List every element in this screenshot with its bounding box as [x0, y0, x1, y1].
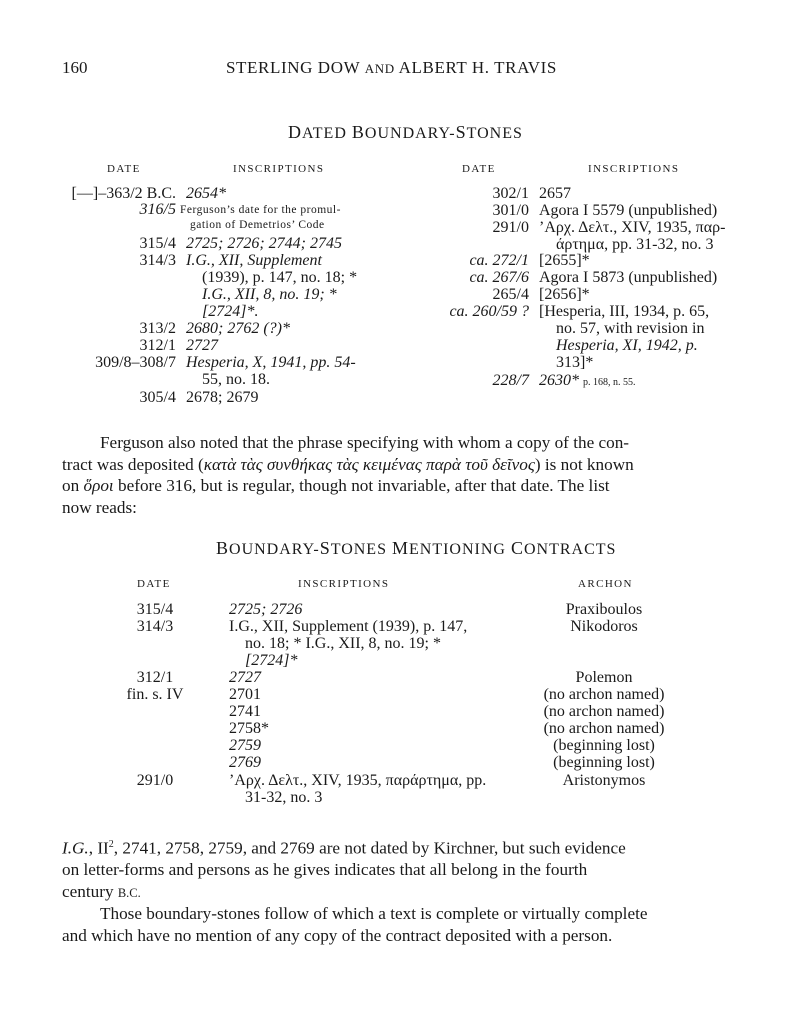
- t1-left-inscription: (1939), p. 147, no. 18; *: [202, 269, 358, 286]
- t2-archon: Praxiboulos: [565, 601, 643, 618]
- paragraph-1: [62, 432, 734, 518]
- t2-cap: M: [391, 538, 409, 558]
- t1-left-inscription: 2680; 2762 (?)*: [186, 320, 290, 337]
- table1-title: [288, 122, 523, 143]
- t2-inscription: 2701: [229, 686, 261, 703]
- t1-left-date: 305/4: [139, 389, 176, 406]
- t1-left-inscription: 55, no. 18.: [202, 371, 270, 388]
- text: I.G.: [62, 838, 89, 858]
- t2-archon: (no archon named): [543, 720, 665, 737]
- text: , II: [88, 838, 109, 858]
- t1-right-inscription: [2656]*: [539, 286, 590, 303]
- greek-phrase: κατὰ τὰς συνθήκας τὰς κειμένας παρὰ τοῦ δεῖνος: [203, 454, 535, 474]
- para-line: Ferguson also noted that the phrase specifying with whom a copy of the con-: [100, 433, 630, 452]
- running-head-author-1: STERLING DOW: [226, 58, 360, 77]
- para-line: [62, 454, 734, 476]
- t1-right-date: ca. 272/1: [469, 252, 529, 269]
- t2-archon: (no archon named): [543, 686, 665, 703]
- t2-cap: S: [319, 538, 331, 558]
- t2-cap: C: [510, 538, 524, 558]
- t2-inscription: 2727: [229, 669, 261, 686]
- t1-left-inscription: 2725; 2726; 2744; 2745: [186, 235, 342, 252]
- t2-inscription: I.G., XII, Supplement (1939), p. 147,: [229, 618, 468, 635]
- t2-inscription: no. 18; * I.G., XII, 8, no. 19; *: [245, 635, 441, 652]
- t2-archon: (beginning lost): [553, 754, 655, 771]
- t2-inscription: 2758*: [229, 720, 269, 737]
- t1-text: 2630*: [539, 372, 579, 389]
- t2-date: 314/3: [136, 618, 174, 635]
- paragraph-2: [62, 834, 734, 904]
- table2-col-date: DATE: [137, 578, 171, 590]
- t1-right-date: 228/7: [492, 372, 529, 389]
- table1-left-col-inscriptions: INSCRIPTIONS: [233, 163, 325, 175]
- t1-right-inscription: [Hesperia, III, 1934, p. 65,: [539, 303, 710, 320]
- table1-right-col-date: DATE: [462, 163, 496, 175]
- t1-right-inscription: ’Αρχ. Δελτ., XIV, 1935, παρ-: [539, 219, 726, 236]
- t2-date: 291/0: [136, 772, 174, 789]
- para-line: on letter-forms and persons as he gives indicates that all belong in the fourth: [62, 860, 588, 880]
- table2-col-inscriptions: INSCRIPTIONS: [298, 578, 390, 590]
- paragraph-3: [62, 903, 734, 946]
- para-line: [62, 881, 734, 905]
- table2-col-archon: ARCHON: [578, 578, 633, 590]
- t1-word-boundary: OUNDARY-: [364, 125, 456, 142]
- t1-left-date: 313/2: [139, 320, 176, 337]
- text: on: [62, 476, 84, 495]
- t1-word-stones: TONES: [466, 125, 523, 142]
- t2-inscription: 31-32, no. 3: [245, 789, 323, 806]
- t1-left-date: [—]–363/2 B.C.: [71, 185, 176, 202]
- t2-inscription: 2769: [229, 754, 261, 771]
- t1-left-inscription: 2678; 2679: [186, 389, 259, 406]
- table1-left-col-date: DATE: [107, 163, 141, 175]
- text: century: [62, 881, 118, 901]
- t1-right-inscription: 313]*: [556, 354, 594, 371]
- t1-left-inscription: I.G., XII, 8, no. 19; *: [202, 286, 337, 303]
- t2-word: ONTRACTS: [523, 541, 617, 558]
- t1-right-date: 301/0: [492, 202, 529, 219]
- t1-text: I.G., XII, Supplement: [186, 252, 322, 269]
- para-line: [62, 834, 734, 859]
- t1-left-date: 309/8–308/7: [95, 354, 176, 371]
- t1-right-inscription: άρτημα, pp. 31-32, no. 3: [556, 236, 714, 253]
- running-head: [226, 58, 557, 78]
- greek-word: ὅροι: [83, 476, 114, 495]
- text: before 316, but is regular, though not invariable, after that date. The list: [113, 476, 610, 495]
- para-line: now reads:: [62, 497, 137, 517]
- t1-cap-s: S: [455, 122, 467, 142]
- t1-cap-d: D: [288, 122, 302, 142]
- t2-inscription: 2759: [229, 737, 261, 754]
- page-number: 160: [62, 58, 88, 77]
- t1-footnote-ref: p. 168, n. 55.: [583, 377, 636, 388]
- t2-archon: Nikodoros: [570, 618, 638, 635]
- t2-inscription: 2725; 2726: [229, 601, 303, 618]
- superscript: 2: [108, 839, 114, 850]
- t2-archon: Aristonymos: [562, 772, 646, 789]
- smallcaps-bc: B.C.: [117, 885, 141, 900]
- text: tract was deposited (: [62, 454, 204, 474]
- t2-word: TONES: [330, 541, 392, 558]
- t1-right-date: ca. 267/6: [469, 269, 529, 286]
- running-head-and: AND: [364, 61, 395, 76]
- t2-inscription: 2741: [229, 703, 261, 720]
- t1-cap-b: B: [351, 122, 365, 142]
- table1-right-col-inscriptions: INSCRIPTIONS: [588, 163, 680, 175]
- t2-word: ENTIONING: [408, 541, 511, 558]
- t2-date: 315/4: [136, 601, 174, 618]
- running-head-author-2: ALBERT H. TRAVIS: [398, 58, 557, 77]
- t2-date: fin. s. IV: [126, 686, 184, 703]
- t1-left-inscription: [2724]*.: [202, 303, 259, 320]
- t1-right-date: 265/4: [492, 286, 529, 303]
- t1-right-date: 291/0: [492, 219, 529, 236]
- para-line: Those boundary-stones follow of which a text is complete or virtually complete: [100, 904, 648, 923]
- t1-left-inscription: 2654*: [186, 185, 226, 202]
- t1-right-inscription: Hesperia, XI, 1942, p.: [556, 337, 698, 354]
- t2-date: 312/1: [136, 669, 174, 686]
- para-line: [62, 475, 734, 497]
- t1-left-date: 316/5: [139, 201, 176, 218]
- t1-left-date: 314/3: [139, 252, 176, 269]
- t1-left-inscription: gation of Demetrios’ Code: [190, 219, 325, 231]
- t1-right-inscription: Agora I 5579 (unpublished): [539, 202, 718, 219]
- t1-left-date: 312/1: [139, 337, 176, 354]
- t1-right-inscription: 2657: [539, 185, 571, 202]
- t1-right-date: ca. 260/59 ?: [449, 303, 529, 320]
- t2-word: OUNDARY-: [229, 541, 320, 558]
- t2-inscription: ’Αρχ. Δελτ., XIV, 1935, παράρτημα, pp.: [229, 772, 487, 789]
- t2-archon: (beginning lost): [553, 737, 655, 754]
- t1-left-inscription: 2727: [186, 337, 218, 354]
- t1-right-inscription: no. 57, with revision in: [556, 320, 705, 337]
- t2-archon: (no archon named): [543, 703, 665, 720]
- t1-left-date: 315/4: [139, 235, 176, 252]
- table2-title: [216, 538, 616, 559]
- t1-word-dated: ATED: [302, 125, 352, 142]
- t2-inscription: [2724]*: [245, 652, 298, 669]
- t1-right-inscription: [539, 372, 636, 392]
- t1-left-inscription: Hesperia, X, 1941, pp. 54-: [186, 354, 356, 371]
- t1-left-inscription: Ferguson’s date for the promul-: [180, 204, 341, 216]
- text: , 2741, 2758, 2759, and 2769 are not dated by Kirchner, but such evidence: [113, 838, 626, 858]
- t1-left-inscription: [186, 252, 322, 270]
- t1-right-date: 302/1: [492, 185, 529, 202]
- t2-archon: Polemon: [575, 669, 633, 686]
- para-line: and which have no mention of any copy of the contract deposited with a person.: [62, 925, 613, 945]
- t1-right-inscription: [2655]*: [539, 252, 590, 269]
- t2-cap: B: [216, 538, 230, 558]
- t1-right-inscription: Agora I 5873 (unpublished): [539, 269, 718, 286]
- text: ) is not known: [534, 454, 634, 474]
